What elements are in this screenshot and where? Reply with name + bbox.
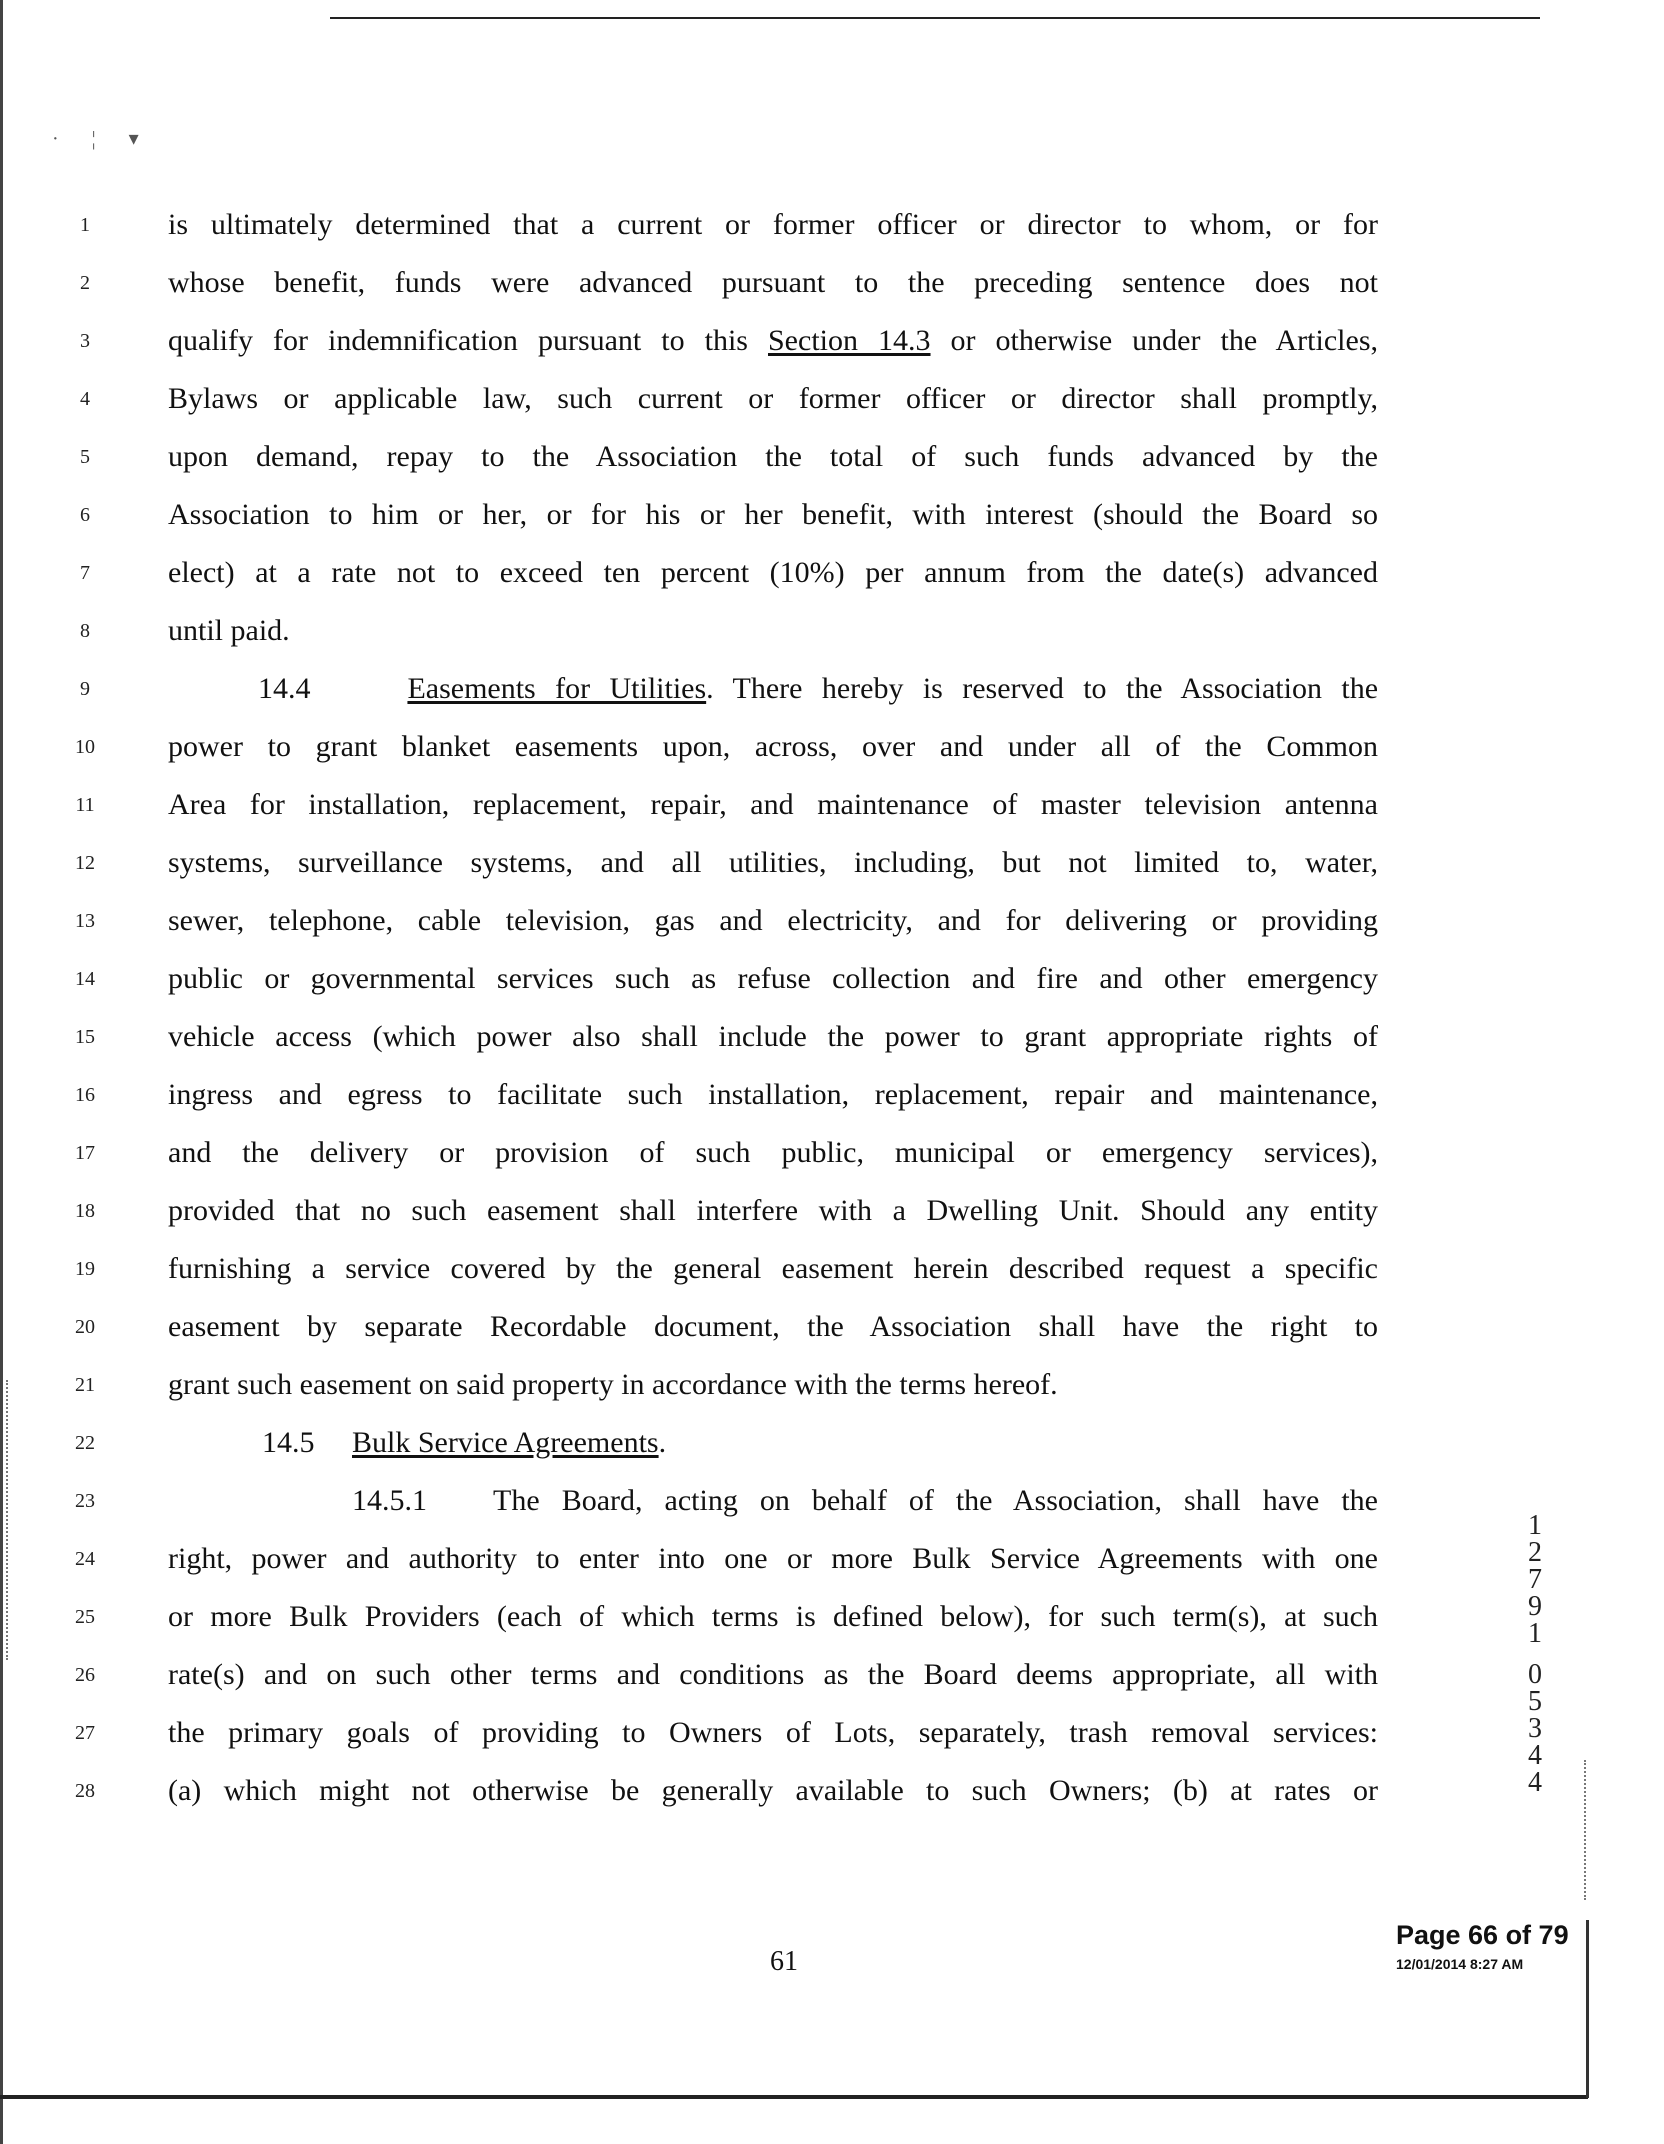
line-number: 11	[75, 794, 95, 816]
text-line	[0, 606, 1664, 656]
section-reference: Section 14.3	[768, 324, 931, 357]
recorder-stamp-date: 12/01/2014 8:27 AM	[1396, 1956, 1524, 1972]
line-number: 10	[75, 736, 95, 758]
text-line	[0, 1650, 1664, 1700]
text-line	[0, 548, 1664, 598]
section-heading: Bulk Service Agreements	[352, 1426, 659, 1459]
line-number: 13	[75, 910, 95, 932]
section-number: 14.4	[258, 672, 311, 705]
text-line	[0, 1302, 1664, 1352]
recorder-stamp-page: Page 66 of 79	[1396, 1920, 1569, 1950]
line-text-post: .	[658, 1426, 667, 1459]
line-text-post: . There hereby is reserved to the Association the	[706, 672, 1379, 705]
line-text: grant such easement on said property in accordance with the terms hereof.	[168, 1368, 1058, 1401]
text-line	[0, 954, 1664, 1004]
text-line	[0, 1766, 1664, 1816]
bottom-rule	[0, 2095, 1588, 2099]
line-number: 6	[80, 504, 90, 526]
line-number: 19	[75, 1258, 95, 1280]
line-number: 5	[80, 446, 90, 468]
section-number: 14.5	[262, 1426, 315, 1459]
line-text	[258, 664, 1378, 714]
text-line	[0, 1708, 1664, 1758]
line-text: and the delivery or provision of such public, municipal or emergency services),	[168, 1136, 1378, 1169]
line-text-post: The Board, acting on behalf of the Association, shall have the	[493, 1484, 1378, 1517]
line-text	[352, 1476, 1378, 1526]
line-text: power to grant blanket easements upon, across, over and under all of the Common	[168, 730, 1378, 763]
line-text-pre: qualify for indemnification pursuant to this	[168, 324, 768, 357]
text-line	[0, 1592, 1664, 1642]
text-line	[0, 490, 1664, 540]
line-text: Association to him or her, or for his or her benefit, with interest (should the Board so	[168, 498, 1378, 531]
line-text: furnishing a service covered by the general easement herein described request a specific	[168, 1252, 1378, 1285]
top-rule	[330, 17, 1540, 19]
line-number: 15	[75, 1026, 95, 1048]
line-text: upon demand, repay to the Association the total of such funds advanced by the	[168, 440, 1378, 473]
line-text: public or governmental services such as refuse collection and fire and other emergency	[168, 962, 1378, 995]
line-text: or more Bulk Providers (each of which terms is defined below), for such term(s), at such	[168, 1600, 1378, 1633]
line-text	[168, 316, 1378, 366]
line-number: 23	[75, 1490, 95, 1512]
line-text-post: or otherwise under the Articles,	[930, 324, 1378, 357]
line-text: is ultimately determined that a current or former officer or director to whom, or for	[168, 208, 1378, 241]
line-number: 17	[75, 1142, 95, 1164]
line-text: whose benefit, funds were advanced pursuant to the preceding sentence does not	[168, 266, 1378, 299]
text-line	[0, 1476, 1664, 1526]
line-number: 18	[75, 1200, 95, 1222]
line-text: provided that no such easement shall interfere with a Dwelling Unit. Should any entity	[168, 1194, 1378, 1227]
line-number: 3	[80, 330, 90, 352]
text-line	[0, 1128, 1664, 1178]
line-text: sewer, telephone, cable television, gas and electricity, and for delivering or providing	[168, 904, 1378, 937]
line-number: 21	[75, 1374, 95, 1396]
line-text: ingress and egress to facilitate such installation, replacement, repair and maintenance,	[168, 1078, 1378, 1111]
line-number: 4	[80, 388, 90, 410]
scan-specks: · ¦ ▾	[52, 128, 153, 150]
subsection-number: 14.5.1	[352, 1484, 427, 1517]
page-number: 61	[770, 1946, 798, 1977]
text-line	[0, 1244, 1664, 1294]
line-text: (a) which might not otherwise be generally available to such Owners; (b) at rates or	[168, 1774, 1378, 1807]
line-text: elect) at a rate not to exceed ten percent (10%) per annum from the date(s) advanced	[168, 556, 1378, 589]
right-frame-line	[1586, 1920, 1589, 2098]
line-text: Bylaws or applicable law, such current or former officer or director shall promptly,	[168, 382, 1378, 415]
line-number: 14	[75, 968, 95, 990]
line-text: systems, surveillance systems, and all utilities, including, but not limited to, water,	[168, 846, 1378, 879]
text-line	[0, 780, 1664, 830]
line-text: the primary goals of providing to Owners of Lots, separately, trash removal services:	[168, 1716, 1378, 1749]
recording-number-vertical: 1 2 7 9 1 0 5 3 4 4	[1528, 1510, 1542, 1798]
text-line	[0, 1360, 1664, 1410]
line-number: 26	[75, 1664, 95, 1686]
line-text: vehicle access (which power also shall include the power to grant appropriate rights of	[168, 1020, 1378, 1053]
text-line	[0, 374, 1664, 424]
text-line	[0, 1186, 1664, 1236]
text-line	[0, 200, 1664, 250]
text-line	[0, 896, 1664, 946]
line-number: 9	[80, 678, 90, 700]
line-number: 8	[80, 620, 90, 642]
line-number: 25	[75, 1606, 95, 1628]
line-number: 2	[80, 272, 90, 294]
line-text: easement by separate Recordable document, the Association shall have the right to	[168, 1310, 1378, 1343]
text-line	[0, 722, 1664, 772]
line-number: 1	[80, 214, 90, 236]
text-line	[0, 1070, 1664, 1120]
line-text: until paid.	[168, 614, 290, 647]
line-number: 22	[75, 1432, 95, 1454]
text-line	[0, 1012, 1664, 1062]
line-text: right, power and authority to enter into one or more Bulk Service Agreements with one	[168, 1542, 1378, 1575]
text-line	[0, 316, 1664, 366]
text-line	[0, 838, 1664, 888]
text-line	[0, 432, 1664, 482]
line-number: 12	[75, 852, 95, 874]
line-text: Area for installation, replacement, repair, and maintenance of master television antenna	[168, 788, 1378, 821]
text-line	[0, 1418, 1664, 1468]
line-number: 20	[75, 1316, 95, 1338]
line-number: 24	[75, 1548, 95, 1570]
line-number: 7	[80, 562, 90, 584]
section-heading: Easements for Utilities	[407, 672, 707, 705]
text-line	[0, 258, 1664, 308]
text-line	[0, 1534, 1664, 1584]
line-text: rate(s) and on such other terms and conditions as the Board deems appropriate, all with	[168, 1658, 1378, 1691]
text-line	[0, 664, 1664, 714]
line-number: 27	[75, 1722, 95, 1744]
line-text	[262, 1418, 1378, 1468]
line-number: 16	[75, 1084, 95, 1106]
line-number: 28	[75, 1780, 95, 1802]
